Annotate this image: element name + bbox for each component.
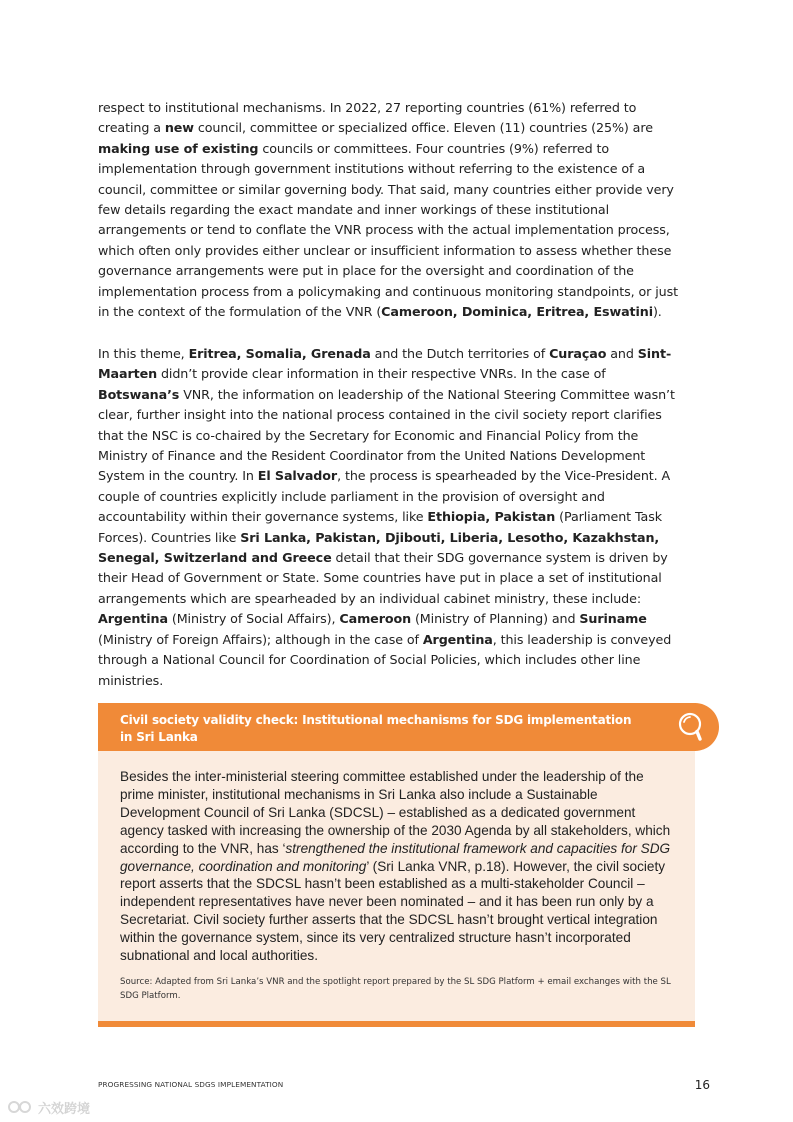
text-run: and [606, 346, 638, 361]
text-run: councils or committees. Four countries (9%) referred to implementation through government institutions without referring to the existence of a council, committee or similar governing body. That said, many countries either provide very few details regarding the exact mandate and inner workings of these institutional arrangements or tend to conflate the VNR process with the actual implementation process, which often only provides either unclear or insufficient information to assess whether these governance arrangements were put in place for the oversight and coordination of the implementation process from a policymaking and continuous monitoring standpoints, or just in the context of the formulation of the VNR ( [98, 140, 678, 320]
paragraph-institutional-mechanisms [98, 98, 690, 322]
text-run: (Ministry of Foreign Affairs); although in the case of [98, 631, 423, 647]
text-run: didn’t provide clear information in their respective VNRs. In the case of [157, 366, 606, 382]
text-run: ). [652, 304, 662, 320]
text-run: (Ministry of Planning) and [411, 611, 580, 627]
bold-text: Argentina [98, 611, 168, 627]
text-run: In this theme, [98, 346, 189, 361]
text-run: detail that their SDG governance system is driven by their Head of Government or State. Some countries have put in place a set of institutional arrangements which are spearheaded by an individual cabinet ministry, these include: [98, 550, 668, 606]
watermark-logo-icon [8, 1098, 34, 1116]
bold-text: Cameroon [339, 611, 412, 627]
bold-text: new [164, 120, 194, 136]
callout-header [98, 703, 696, 751]
callout-body [98, 751, 695, 1021]
bold-text: Cameroon, Dominica, Eritrea, Eswatini [381, 304, 653, 320]
callout-quote: strengthened the institutional framework and capacities for SDG governance, coordination and monitoring [120, 840, 671, 874]
text-run: (Ministry of Social Affairs), [167, 611, 340, 627]
text-run: , the process is spearheaded by the Vice-President. A couple of countries explicitly include parliament in the provision of oversight and accountability within their governance systems, like [98, 468, 671, 525]
text-run: , this leadership is conveyed through a National Council for Coordination of Social Policies, which includes other line ministries. [98, 631, 672, 688]
callout-source: Source: Adapted from Sri Lanka’s VNR and the spotlight report prepared by the SL SDG Platform + email exchanges with the SL SDG Platform. [120, 976, 671, 1002]
watermark-text: 六效跨境 [38, 1101, 91, 1117]
bold-text: Eritrea, Somalia, Grenada [188, 346, 371, 361]
bold-text: Curaçao [549, 346, 607, 361]
callout-title: Civil society validity check: Institutional mechanisms for SDG implementation in Sri Lanka [120, 713, 632, 744]
bold-text: making use of existing [98, 140, 259, 156]
bold-text: Argentina [422, 631, 493, 647]
text-run: VNR, the information on leadership of the National Steering Committee wasn’t clear, further insight into the national process contained in the civil society report clarifies that the NSC is co-chaired by the Secretary for Economic and Financial Policy from the Ministry of Finance and the Resident Coordinator from the United Nations Development System in the country. In [98, 386, 675, 484]
callout-body-text: Besides the inter-ministerial steering committee established under the leadership of the prime minister, institutional mechanisms in Sri Lanka also include a Sustainable Development Council of Sri Lanka (SDCSL) – established as a dedicated government agency tasked with increasing the ownership of the 2030 Agenda by all stakeholders, which according to the VNR, has ‘strengthened the institutional framework and capacities for SDG governance, coordination and monitoring’ (Sri Lanka VNR, p.18). However, the civil society report asserts that the SDCSL hasn’t been established as a multi-stakeholder Council – independent representatives have never been nominated – and it has been run only by a Secretariat. Civil society further asserts that the SDCSL hasn’t brought vertical integration within the governance system, since its very centralized structure hasn’t incorporated subnational and local authorities. [120, 769, 671, 964]
text-run: and the Dutch territories of [370, 346, 550, 361]
bold-text: El Salvador [257, 468, 338, 484]
text-run: council, committee or specialized office. Eleven (11) countries (25%) are [193, 120, 653, 136]
callout-bottom-bar [98, 1021, 695, 1027]
text-run: respect to institutional mechanisms. In 2022, 27 reporting countries (61%) referred to creating a [98, 100, 637, 136]
text-run: (Parliament Task Forces). Countries like [98, 509, 662, 545]
magnifier-icon [665, 703, 719, 751]
watermark-logo [8, 1096, 90, 1118]
bold-text: Botswana’s [98, 386, 180, 402]
footer-title: PROGRESSING NATIONAL SDGS IMPLEMENTATION [98, 1080, 284, 1089]
bold-text: Sint-Maarten [98, 346, 672, 382]
paragraph-leadership-theme [98, 344, 690, 691]
bold-text: Sri Lanka, Pakistan, Djibouti, Liberia, Lesotho, Kazakhstan, Senegal, Switzerland and Greece [98, 529, 660, 566]
page-number: 16 [694, 1078, 710, 1092]
bold-text: Ethiopia, Pakistan [427, 509, 556, 525]
bold-text: Suriname [579, 611, 647, 627]
